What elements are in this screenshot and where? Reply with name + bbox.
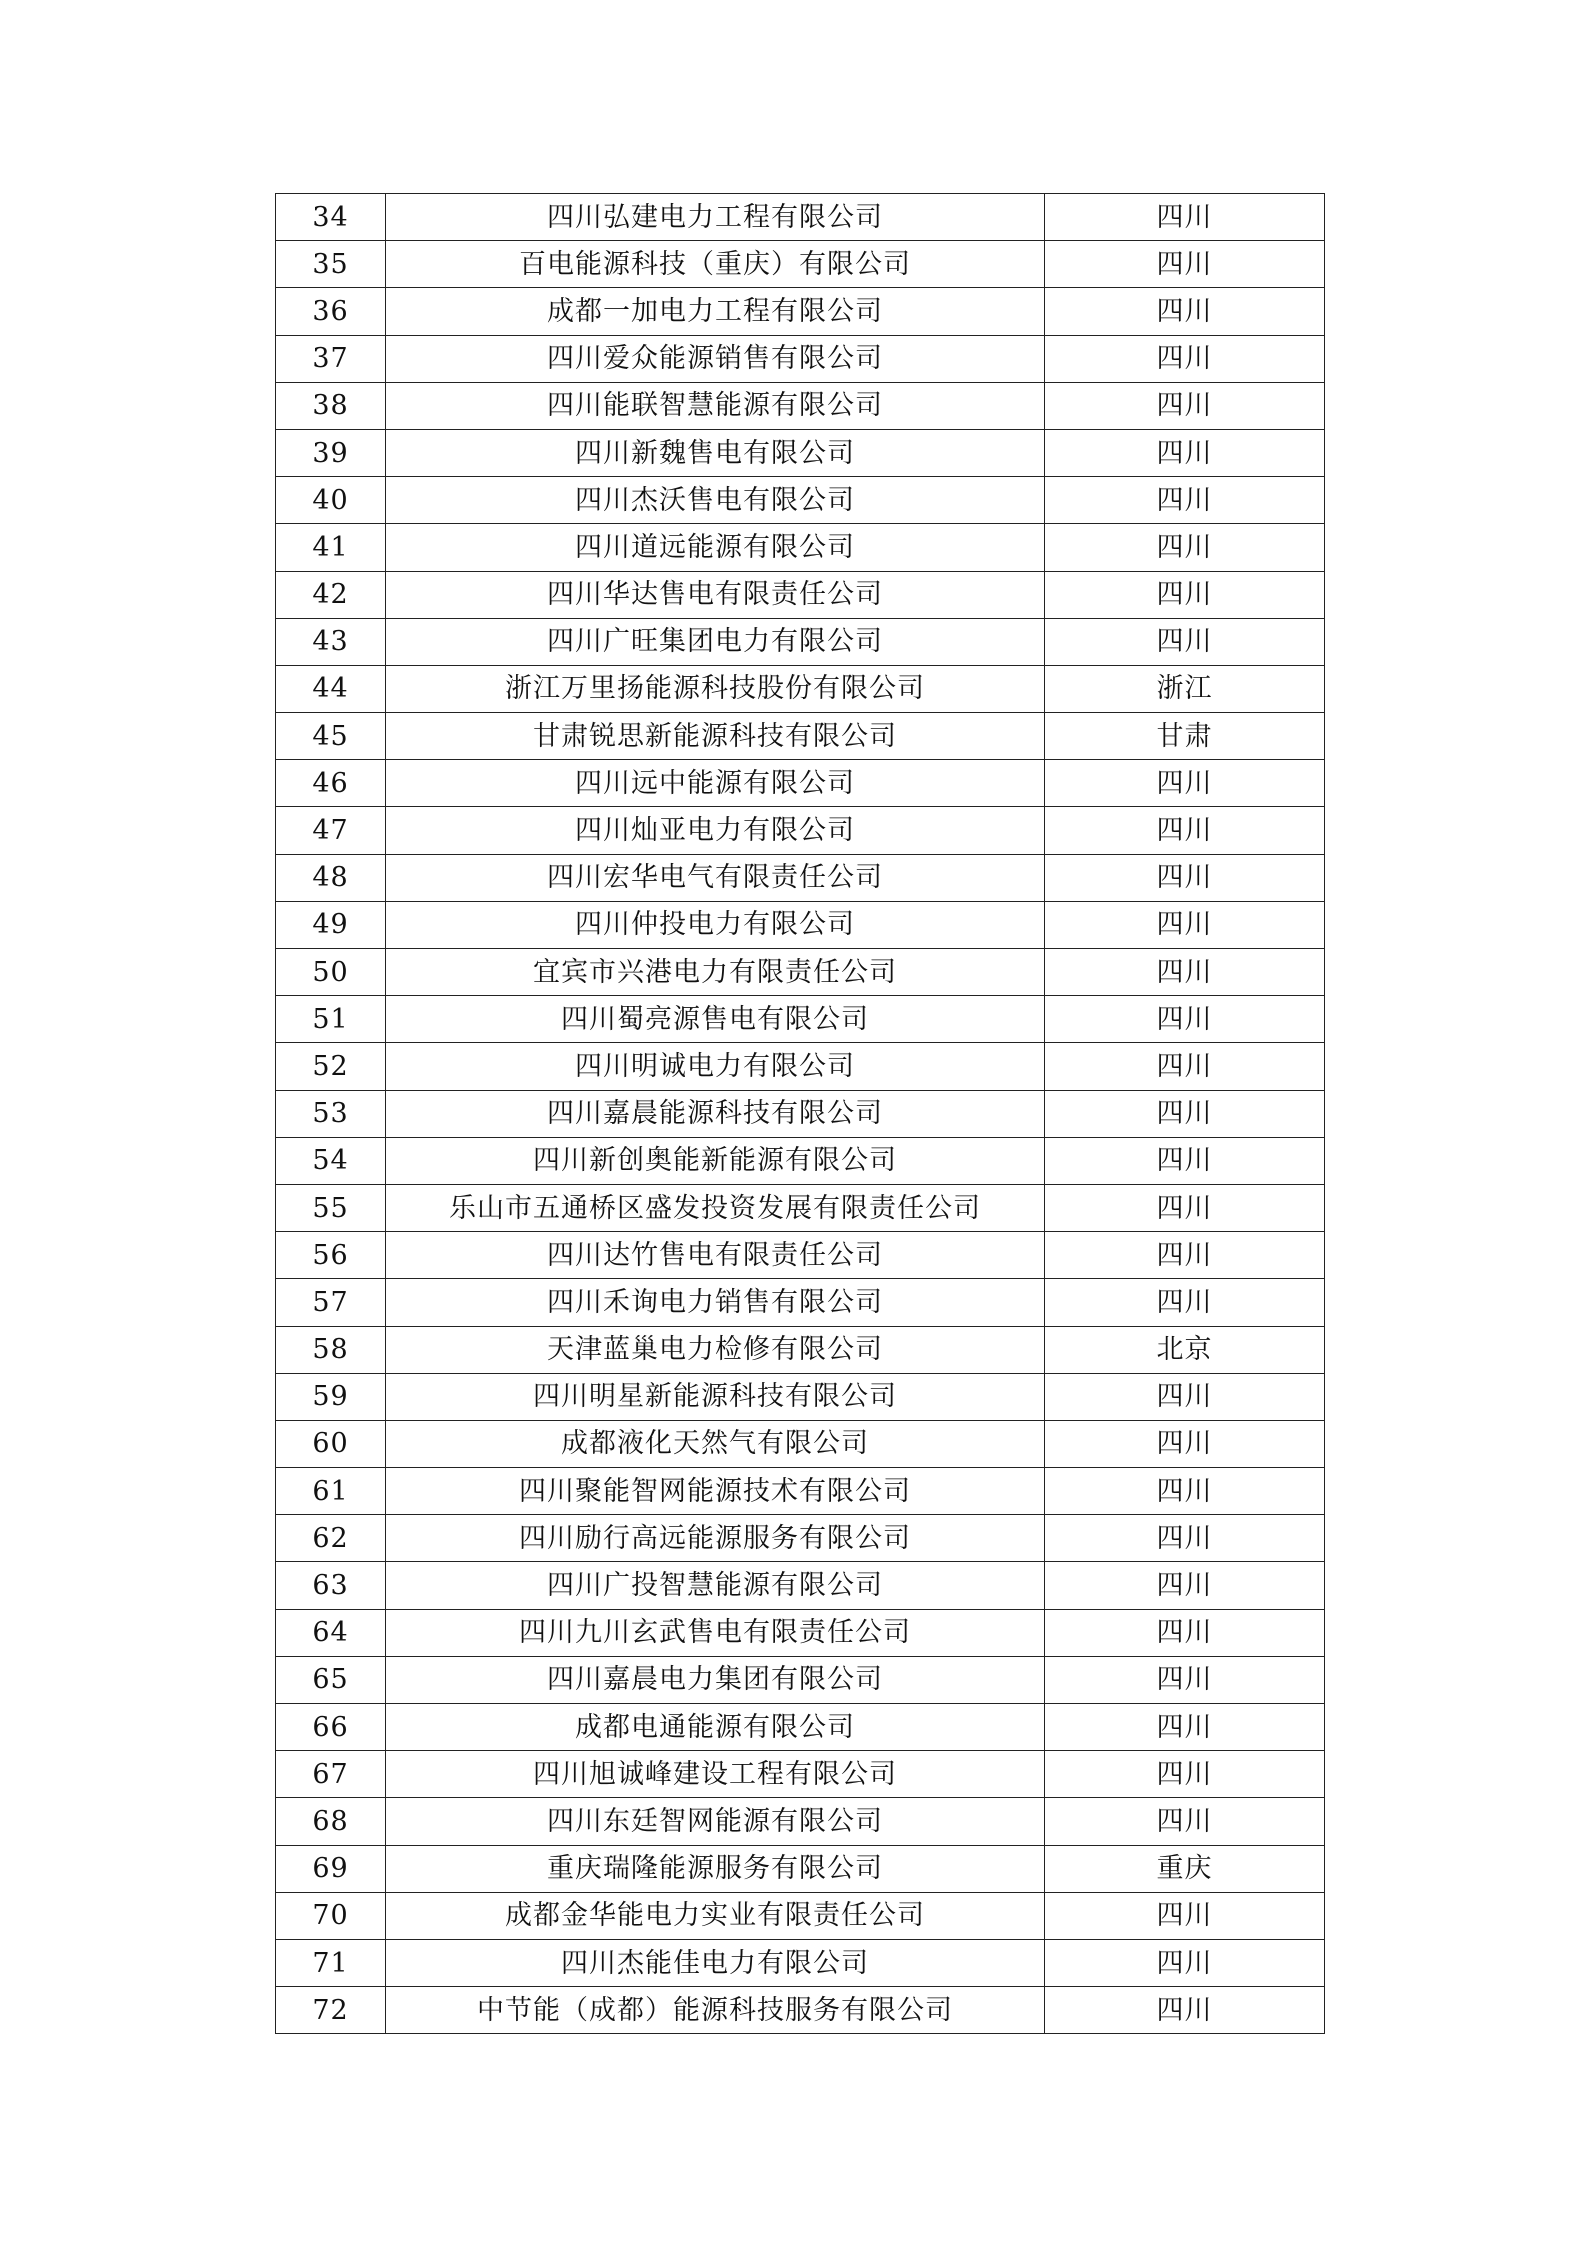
region-cell: 四川 — [1045, 1184, 1325, 1231]
row-index-cell: 41 — [276, 524, 386, 571]
row-index-cell: 42 — [276, 571, 386, 618]
region-cell: 四川 — [1045, 807, 1325, 854]
region-cell: 四川 — [1045, 241, 1325, 288]
region-cell: 四川 — [1045, 1704, 1325, 1751]
region-cell: 四川 — [1045, 1751, 1325, 1798]
region-cell: 四川 — [1045, 1043, 1325, 1090]
table-row — [276, 1987, 1325, 2034]
region-cell: 四川 — [1045, 1609, 1325, 1656]
company-name-cell: 成都一加电力工程有限公司 — [386, 288, 1045, 335]
table-row — [276, 382, 1325, 429]
company-name-cell: 四川新魏售电有限公司 — [386, 429, 1045, 476]
company-name-cell: 乐山市五通桥区盛发投资发展有限责任公司 — [386, 1184, 1045, 1231]
row-index-cell: 69 — [276, 1845, 386, 1892]
row-index-cell: 44 — [276, 665, 386, 712]
table-row — [276, 618, 1325, 665]
region-cell: 甘肃 — [1045, 713, 1325, 760]
region-cell: 四川 — [1045, 760, 1325, 807]
row-index-cell: 62 — [276, 1515, 386, 1562]
table-row — [276, 1798, 1325, 1845]
region-cell: 四川 — [1045, 1137, 1325, 1184]
row-index-cell: 36 — [276, 288, 386, 335]
table-row — [276, 1562, 1325, 1609]
table-row — [276, 665, 1325, 712]
table-row — [276, 1137, 1325, 1184]
table-row — [276, 1892, 1325, 1939]
company-name-cell: 四川禾询电力销售有限公司 — [386, 1279, 1045, 1326]
region-cell: 四川 — [1045, 335, 1325, 382]
table-row — [276, 1326, 1325, 1373]
table-row — [276, 1184, 1325, 1231]
company-name-cell: 成都液化天然气有限公司 — [386, 1420, 1045, 1467]
table-row — [276, 571, 1325, 618]
company-name-cell: 四川华达售电有限责任公司 — [386, 571, 1045, 618]
company-name-cell: 四川明星新能源科技有限公司 — [386, 1373, 1045, 1420]
company-name-cell: 四川嘉晨电力集团有限公司 — [386, 1656, 1045, 1703]
region-cell: 四川 — [1045, 1562, 1325, 1609]
company-name-cell: 四川广投智慧能源有限公司 — [386, 1562, 1045, 1609]
table-row — [276, 1232, 1325, 1279]
company-name-cell: 中节能（成都）能源科技服务有限公司 — [386, 1987, 1045, 2034]
region-cell: 四川 — [1045, 571, 1325, 618]
region-cell: 重庆 — [1045, 1845, 1325, 1892]
table-row — [276, 1373, 1325, 1420]
company-name-cell: 成都金华能电力实业有限责任公司 — [386, 1892, 1045, 1939]
row-index-cell: 40 — [276, 477, 386, 524]
company-table — [275, 193, 1325, 2034]
company-name-cell: 四川东廷智网能源有限公司 — [386, 1798, 1045, 1845]
row-index-cell: 43 — [276, 618, 386, 665]
region-cell: 四川 — [1045, 901, 1325, 948]
company-name-cell: 四川爱众能源销售有限公司 — [386, 335, 1045, 382]
company-name-cell: 天津蓝巢电力检修有限公司 — [386, 1326, 1045, 1373]
table-body — [276, 194, 1325, 2034]
table-row — [276, 1939, 1325, 1986]
region-cell: 四川 — [1045, 1515, 1325, 1562]
table-row — [276, 1090, 1325, 1137]
company-name-cell: 四川道远能源有限公司 — [386, 524, 1045, 571]
row-index-cell: 52 — [276, 1043, 386, 1090]
company-name-cell: 重庆瑞隆能源服务有限公司 — [386, 1845, 1045, 1892]
table-row — [276, 1609, 1325, 1656]
table-row — [276, 1656, 1325, 1703]
table-row — [276, 807, 1325, 854]
table-row — [276, 1845, 1325, 1892]
company-name-cell: 四川旭诚峰建设工程有限公司 — [386, 1751, 1045, 1798]
region-cell: 四川 — [1045, 996, 1325, 1043]
region-cell: 四川 — [1045, 288, 1325, 335]
table-row — [276, 996, 1325, 1043]
company-name-cell: 四川弘建电力工程有限公司 — [386, 194, 1045, 241]
row-index-cell: 54 — [276, 1137, 386, 1184]
company-name-cell: 四川杰能佳电力有限公司 — [386, 1939, 1045, 1986]
table-row — [276, 477, 1325, 524]
row-index-cell: 47 — [276, 807, 386, 854]
row-index-cell: 53 — [276, 1090, 386, 1137]
row-index-cell: 68 — [276, 1798, 386, 1845]
company-name-cell: 四川明诚电力有限公司 — [386, 1043, 1045, 1090]
region-cell: 四川 — [1045, 1798, 1325, 1845]
row-index-cell: 64 — [276, 1609, 386, 1656]
row-index-cell: 61 — [276, 1468, 386, 1515]
row-index-cell: 46 — [276, 760, 386, 807]
table-row — [276, 524, 1325, 571]
company-name-cell: 四川达竹售电有限责任公司 — [386, 1232, 1045, 1279]
company-name-cell: 四川九川玄武售电有限责任公司 — [386, 1609, 1045, 1656]
table-row — [276, 713, 1325, 760]
row-index-cell: 66 — [276, 1704, 386, 1751]
row-index-cell: 50 — [276, 949, 386, 996]
table-row — [276, 1468, 1325, 1515]
table-row — [276, 335, 1325, 382]
table-row — [276, 429, 1325, 476]
row-index-cell: 63 — [276, 1562, 386, 1609]
table-row — [276, 241, 1325, 288]
company-name-cell: 四川杰沃售电有限公司 — [386, 477, 1045, 524]
company-name-cell: 四川远中能源有限公司 — [386, 760, 1045, 807]
row-index-cell: 57 — [276, 1279, 386, 1326]
company-name-cell: 甘肃锐思新能源科技有限公司 — [386, 713, 1045, 760]
region-cell: 四川 — [1045, 854, 1325, 901]
table-row — [276, 760, 1325, 807]
region-cell: 浙江 — [1045, 665, 1325, 712]
table-row — [276, 194, 1325, 241]
table-row — [276, 1420, 1325, 1467]
table-row — [276, 1279, 1325, 1326]
row-index-cell: 49 — [276, 901, 386, 948]
region-cell: 四川 — [1045, 1892, 1325, 1939]
company-name-cell: 四川励行高远能源服务有限公司 — [386, 1515, 1045, 1562]
region-cell: 四川 — [1045, 1987, 1325, 2034]
region-cell: 四川 — [1045, 429, 1325, 476]
company-name-cell: 四川能联智慧能源有限公司 — [386, 382, 1045, 429]
row-index-cell: 45 — [276, 713, 386, 760]
company-name-cell: 四川聚能智网能源技术有限公司 — [386, 1468, 1045, 1515]
row-index-cell: 58 — [276, 1326, 386, 1373]
region-cell: 四川 — [1045, 618, 1325, 665]
region-cell: 四川 — [1045, 1939, 1325, 1986]
row-index-cell: 56 — [276, 1232, 386, 1279]
row-index-cell: 71 — [276, 1939, 386, 1986]
row-index-cell: 34 — [276, 194, 386, 241]
row-index-cell: 35 — [276, 241, 386, 288]
company-name-cell: 四川灿亚电力有限公司 — [386, 807, 1045, 854]
company-name-cell: 四川新创奥能新能源有限公司 — [386, 1137, 1045, 1184]
table-row — [276, 1043, 1325, 1090]
region-cell: 四川 — [1045, 1232, 1325, 1279]
table-row — [276, 288, 1325, 335]
region-cell: 北京 — [1045, 1326, 1325, 1373]
region-cell: 四川 — [1045, 1373, 1325, 1420]
company-name-cell: 四川嘉晨能源科技有限公司 — [386, 1090, 1045, 1137]
row-index-cell: 67 — [276, 1751, 386, 1798]
company-name-cell: 四川广旺集团电力有限公司 — [386, 618, 1045, 665]
company-name-cell: 百电能源科技（重庆）有限公司 — [386, 241, 1045, 288]
row-index-cell: 59 — [276, 1373, 386, 1420]
row-index-cell: 38 — [276, 382, 386, 429]
row-index-cell: 51 — [276, 996, 386, 1043]
table-row — [276, 901, 1325, 948]
row-index-cell: 55 — [276, 1184, 386, 1231]
row-index-cell: 48 — [276, 854, 386, 901]
table-row — [276, 949, 1325, 996]
table-row — [276, 1515, 1325, 1562]
region-cell: 四川 — [1045, 1279, 1325, 1326]
region-cell: 四川 — [1045, 1090, 1325, 1137]
company-name-cell: 四川仲投电力有限公司 — [386, 901, 1045, 948]
region-cell: 四川 — [1045, 194, 1325, 241]
region-cell: 四川 — [1045, 1656, 1325, 1703]
row-index-cell: 39 — [276, 429, 386, 476]
row-index-cell: 37 — [276, 335, 386, 382]
company-name-cell: 浙江万里扬能源科技股份有限公司 — [386, 665, 1045, 712]
row-index-cell: 72 — [276, 1987, 386, 2034]
company-name-cell: 成都电通能源有限公司 — [386, 1704, 1045, 1751]
row-index-cell: 60 — [276, 1420, 386, 1467]
region-cell: 四川 — [1045, 1420, 1325, 1467]
company-name-cell: 四川蜀亮源售电有限公司 — [386, 996, 1045, 1043]
region-cell: 四川 — [1045, 1468, 1325, 1515]
row-index-cell: 70 — [276, 1892, 386, 1939]
region-cell: 四川 — [1045, 477, 1325, 524]
table-row — [276, 1704, 1325, 1751]
company-name-cell: 四川宏华电气有限责任公司 — [386, 854, 1045, 901]
company-name-cell: 宜宾市兴港电力有限责任公司 — [386, 949, 1045, 996]
table-row — [276, 1751, 1325, 1798]
region-cell: 四川 — [1045, 949, 1325, 996]
table-row — [276, 854, 1325, 901]
region-cell: 四川 — [1045, 382, 1325, 429]
region-cell: 四川 — [1045, 524, 1325, 571]
row-index-cell: 65 — [276, 1656, 386, 1703]
